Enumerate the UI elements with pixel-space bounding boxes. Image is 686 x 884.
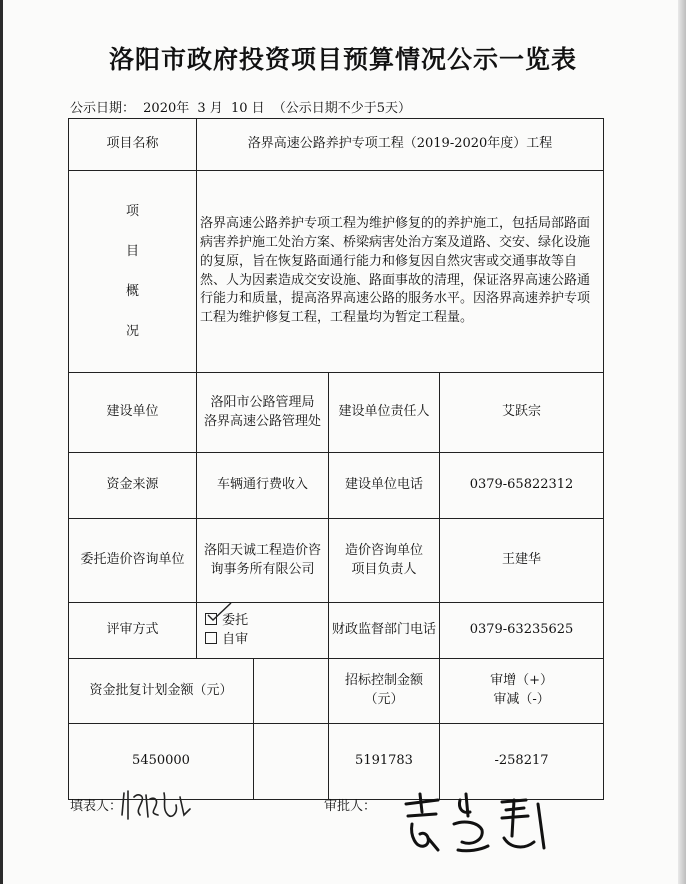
publish-date-label: 公示日期： (70, 101, 136, 116)
scan-edge-right (678, 0, 686, 884)
handwritten-tick-icon (207, 603, 233, 622)
budget-table (68, 118, 604, 800)
row-amount-headers (69, 659, 604, 724)
publish-date-note: （公示日期不少于5天） (272, 101, 412, 116)
review-option-self-label: 自审 (222, 631, 249, 647)
row-construction-unit (69, 373, 604, 453)
publish-date-day: 10 日 (230, 101, 265, 116)
consulting-unit-label: 委托造价咨询单位 (69, 519, 197, 603)
consulting-unit-value (197, 519, 329, 603)
overview-label-char: 概 (125, 284, 139, 300)
amount-headers-left (69, 659, 329, 724)
filler-label: 填表人： (70, 799, 123, 814)
construction-unit-line2: 洛界高速公路管理处 (203, 413, 321, 429)
construction-phone-label: 建设单位电话 (329, 453, 440, 519)
amount-values-left (69, 724, 329, 800)
project-name-label: 项目名称 (69, 119, 197, 171)
filler-signature (118, 785, 198, 825)
overview-label-char: 况 (125, 324, 139, 340)
document-title: 洛阳市政府投资项目预算情况公示一览表 (108, 45, 577, 74)
overview-label-stack (69, 197, 196, 347)
consulting-unit-line1: 洛阳天诚工程造价咨 (203, 542, 321, 558)
construction-unit-line1: 洛阳市公路管理局 (210, 394, 315, 410)
approved-amount-value: 5450000 (69, 724, 254, 799)
overview-label (69, 171, 197, 373)
finance-phone-value: 0379-63235625 (440, 603, 604, 659)
audit-decrease-label: 审减（-） (493, 692, 550, 707)
responsible-person-label: 建设单位责任人 (329, 373, 440, 453)
consulting-head-label (329, 519, 440, 603)
responsible-person-value: 艾跃宗 (440, 373, 604, 453)
bid-control-amount-label: 招标控制金额（元） (329, 659, 440, 724)
overview-label-char: 项 (125, 203, 139, 219)
publish-date-year: 2020年 (143, 101, 190, 116)
scan-edge-left (0, 0, 3, 884)
consulting-head-label-line1: 造价咨询单位 (344, 542, 423, 558)
review-method-label: 评审方式 (69, 603, 197, 659)
row-review (69, 603, 604, 659)
bid-control-amount-label-spacer (254, 659, 328, 723)
checkbox-icon[interactable] (205, 632, 217, 644)
construction-unit-value (197, 373, 329, 453)
publish-date-month: 3 月 (197, 101, 223, 116)
audit-diff-label (440, 659, 604, 724)
construction-unit-label: 建设单位 (69, 373, 197, 453)
funding-source-label: 资金来源 (69, 453, 197, 519)
consulting-head-value: 王建华 (440, 519, 604, 603)
row-funding (69, 453, 604, 519)
row-consulting (69, 519, 604, 603)
review-option-entrusted[interactable] (205, 612, 248, 631)
audit-diff-value: -258217 (440, 724, 604, 800)
overview-label-char: 目 (125, 243, 139, 259)
consulting-head-label-line2: 项目负责人 (351, 561, 417, 577)
approver-label: 审批人： (324, 799, 377, 814)
finance-phone-label: 财政监督部门电话 (329, 603, 440, 659)
publish-date-line (70, 97, 415, 116)
consulting-unit-line2: 询事务所有限公司 (210, 561, 315, 577)
project-name-value: 洛界高速公路养护专项工程（2019-2020年度）工程 (197, 119, 604, 171)
row-overview (69, 171, 604, 373)
construction-phone-value: 0379-65822312 (440, 453, 604, 519)
review-option-self[interactable] (205, 631, 248, 650)
review-option-entrusted-label: 委托 (222, 612, 249, 628)
bid-control-amount-value-spacer (254, 724, 328, 799)
review-method-options (197, 603, 329, 659)
approved-amount-label: 资金批复计划金额（元） (69, 659, 254, 723)
approver-signature (398, 790, 558, 860)
row-project-name (69, 119, 604, 171)
funding-source-value: 车辆通行费收入 (197, 453, 329, 519)
overview-text: 洛界高速公路养护专项工程为维护修复的的养护施工，包括局部路面病害养护施工处治方案、桥梁病害处治方案及道路、交安、绿化设施的复原，旨在恢复路面通行能力和修复因自然灾害或交通事故等自然、人为因素造成交安设施、路面事故的清理，保证洛界高速公路通行能力和质量，提高洛界高速公路的服务水平。因洛界高速养护专项工程为维护修复工程，工程量均为暂定工程量。 (197, 171, 604, 373)
bid-control-amount-value: 5191783 (329, 724, 440, 800)
audit-increase-label: 审增（+） (490, 673, 553, 689)
